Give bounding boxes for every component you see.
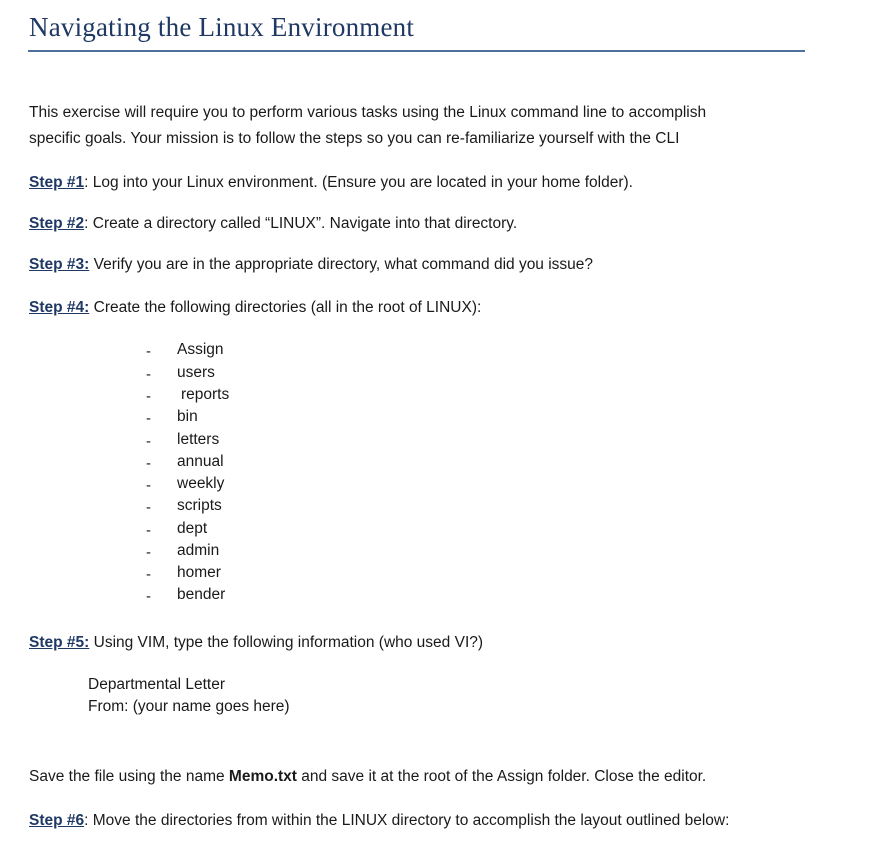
list-item: reports xyxy=(181,386,230,403)
letter-line-2: From: (your name goes here) xyxy=(88,698,290,715)
intro-line-2: specific goals. Your mission is to follow the steps so you can re-familiarize yourself with the CLI xyxy=(29,130,680,147)
list-bullet: - xyxy=(146,544,151,561)
save-note xyxy=(29,765,706,789)
step-2-label: Step #2 xyxy=(29,215,85,232)
list-item: weekly xyxy=(177,475,225,492)
title-underline xyxy=(28,50,805,52)
step-6 xyxy=(29,809,729,833)
list-bullet: - xyxy=(146,566,151,583)
save-note-after: and save it at the root of the Assign folder. Close the editor. xyxy=(296,768,707,785)
list-bullet: - xyxy=(146,499,151,516)
list-bullet: - xyxy=(146,477,151,494)
list-item: users xyxy=(177,364,215,381)
list-item: annual xyxy=(177,453,224,470)
letter-line-1: Departmental Letter xyxy=(88,676,225,693)
list-bullet: - xyxy=(146,343,151,360)
step-1 xyxy=(29,171,633,195)
step-5-label: Step #5: xyxy=(29,634,90,651)
step-2-sep: : xyxy=(84,215,89,232)
list-bullet: - xyxy=(146,522,151,539)
list-item: admin xyxy=(177,542,220,559)
step-5-text: Using VIM, type the following information (who used VI?) xyxy=(89,634,484,651)
list-item: bin xyxy=(177,408,198,425)
step-3 xyxy=(29,253,593,277)
step-2 xyxy=(29,212,517,236)
step-4-label: Step #4: xyxy=(29,299,90,316)
step-1-text: Log into your Linux environment. (Ensure you are located in your home folder). xyxy=(88,174,633,191)
list-bullet: - xyxy=(146,433,151,450)
step-1-label: Step #1 xyxy=(29,174,85,191)
step-4-text: Create the following directories (all in the root of LINUX): xyxy=(89,299,482,316)
step-6-text: Move the directories from within the LINUX directory to accomplish the layout outlined below: xyxy=(88,812,730,829)
step-2-text: Create a directory called “LINUX”. Navigate into that directory. xyxy=(88,215,518,232)
step-4 xyxy=(29,296,481,320)
list-bullet: - xyxy=(146,588,151,605)
step-6-sep: : xyxy=(84,812,89,829)
list-bullet: - xyxy=(146,388,151,405)
list-item: bender xyxy=(177,586,226,603)
list-bullet: - xyxy=(146,410,151,427)
step-6-label: Step #6 xyxy=(29,812,85,829)
list-item: dept xyxy=(177,520,208,537)
list-item: scripts xyxy=(177,497,222,514)
intro-line-1: This exercise will require you to perform various tasks using the Linux command line to accomplish xyxy=(29,104,707,121)
list-bullet: - xyxy=(146,366,151,383)
step-1-sep: : xyxy=(84,174,89,191)
step-3-text: Verify you are in the appropriate directory, what command did you issue? xyxy=(89,256,594,273)
save-note-before: Save the file using the name xyxy=(29,768,229,785)
list-bullet: - xyxy=(146,455,151,472)
list-item: homer xyxy=(177,564,221,581)
list-item: Assign xyxy=(177,341,224,358)
step-3-label: Step #3: xyxy=(29,256,90,273)
save-note-filename: Memo.txt xyxy=(228,768,297,785)
step-5 xyxy=(29,631,483,655)
list-item: letters xyxy=(177,431,220,448)
page-title: Navigating the Linux Environment xyxy=(29,12,415,42)
